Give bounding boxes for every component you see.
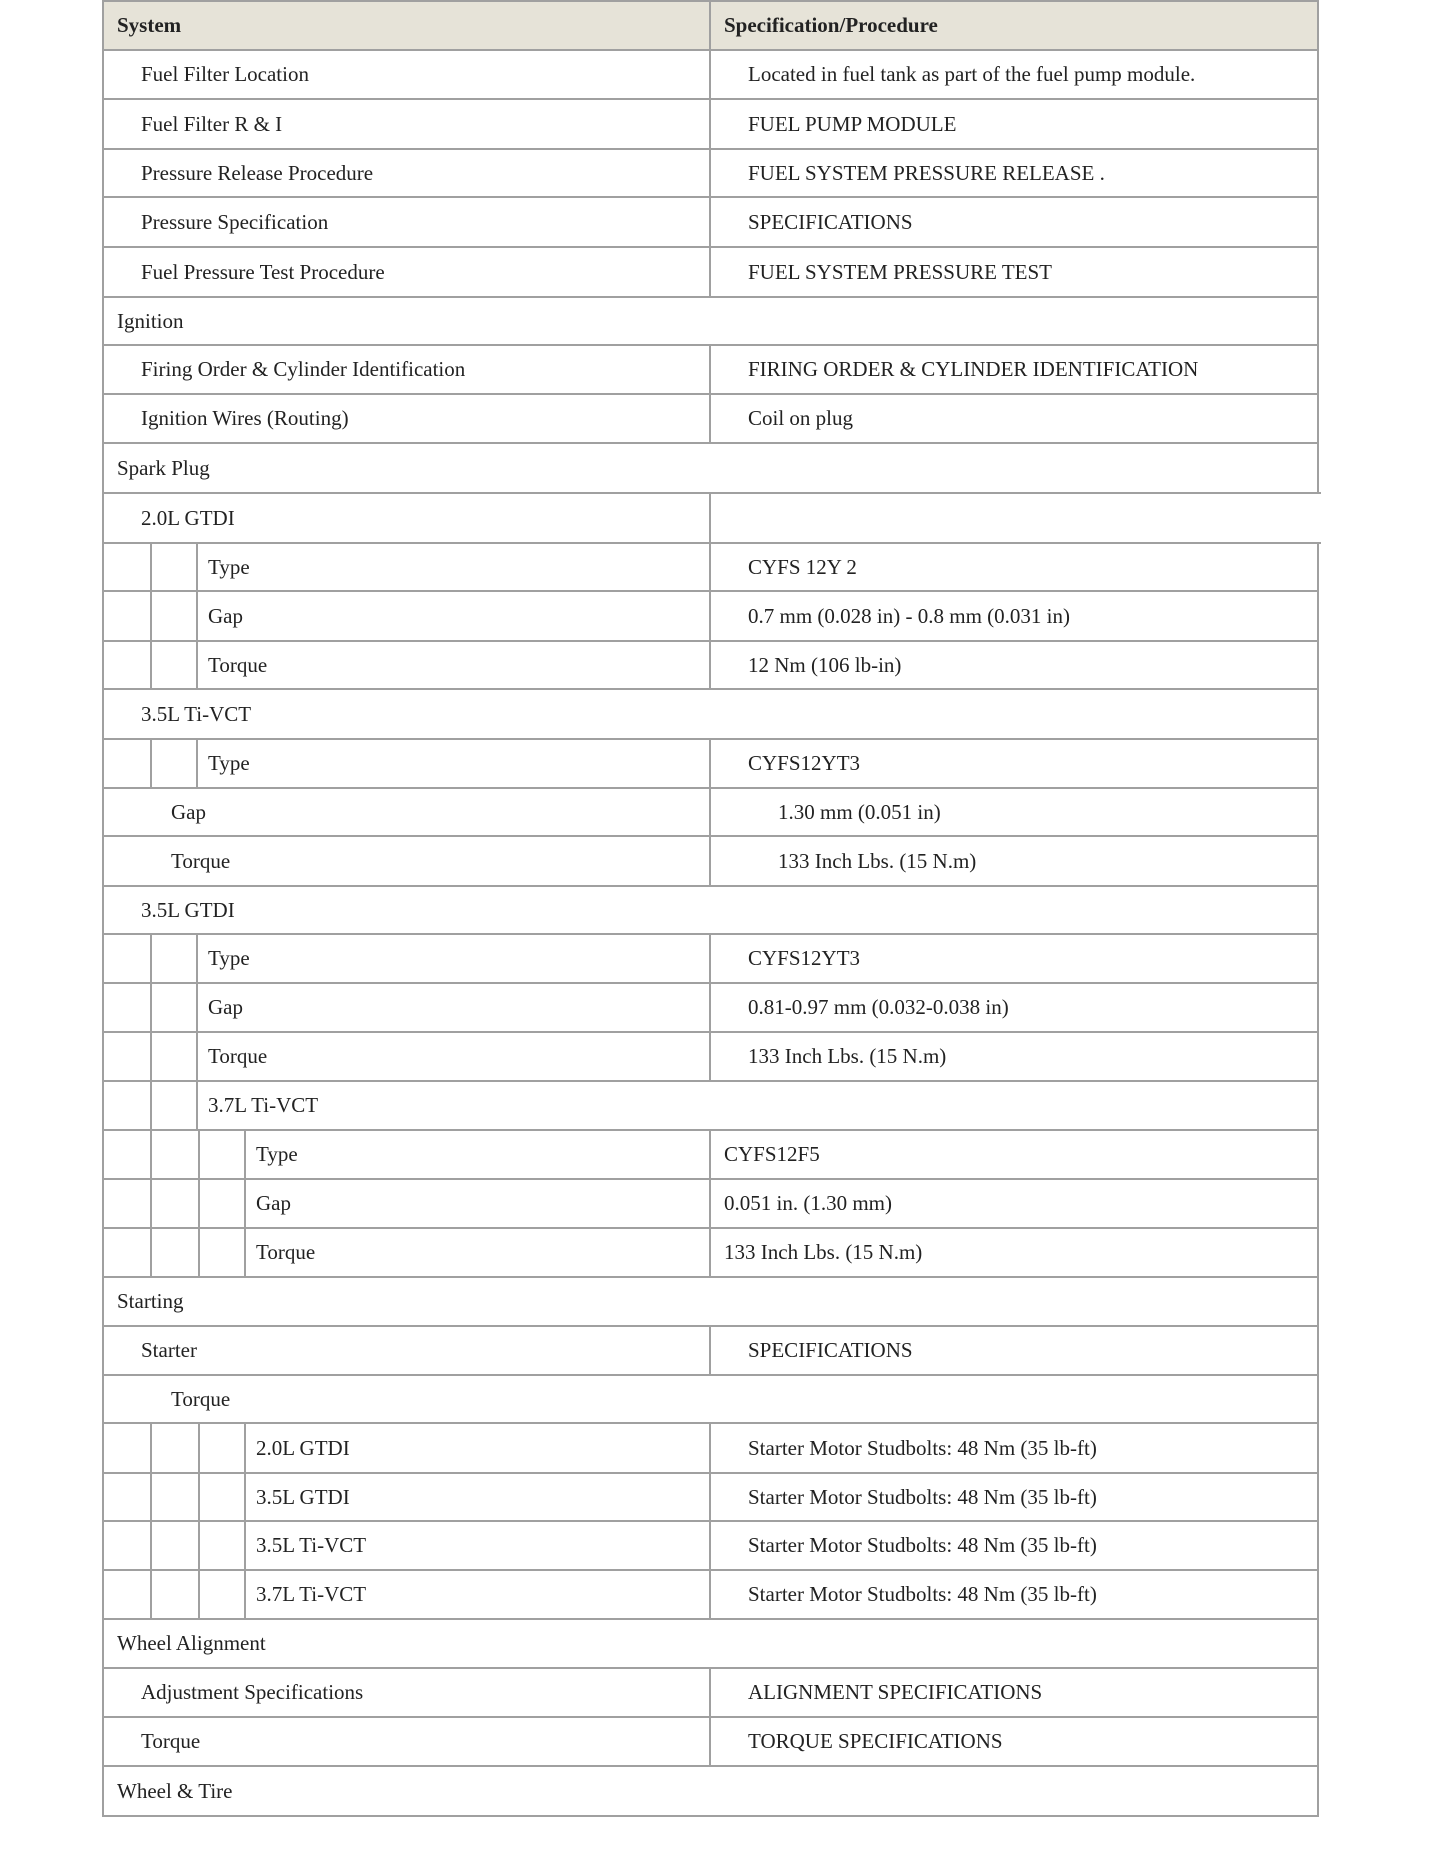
- indent-cell: [150, 1422, 200, 1474]
- section-title: Starting: [117, 1289, 184, 1313]
- row-value: CYFS12YT3: [748, 946, 861, 970]
- label-cell: [196, 738, 711, 789]
- label-cell: [102, 49, 711, 100]
- row-value: 133 Inch Lbs. (15 N.m): [778, 848, 977, 873]
- header-spec: Specification/Procedure: [724, 13, 938, 37]
- row-value: CYFS 12Y 2: [748, 554, 857, 579]
- label-cell: [196, 1031, 711, 1082]
- row-value: Starter Motor Studbolts: 48 Nm (35 lb-ft): [748, 1435, 1097, 1460]
- value-cell: [709, 1422, 1319, 1474]
- section-row: [102, 885, 1319, 935]
- value-cell: [709, 393, 1319, 444]
- indent-cell: [102, 542, 152, 592]
- table-row: [102, 1716, 1319, 1767]
- label-cell: [102, 344, 711, 395]
- section-cell: [102, 442, 1319, 494]
- section-row: [102, 1374, 1319, 1424]
- row-label: Type: [208, 554, 250, 579]
- label-cell: [102, 1716, 711, 1767]
- table-row: [102, 738, 1319, 789]
- section-title: Torque: [171, 1386, 231, 1411]
- table-row: [102, 982, 1319, 1033]
- row-label: 3.5L Ti-VCT: [256, 1533, 367, 1557]
- label-cell: [196, 590, 711, 642]
- value-cell: [709, 787, 1319, 837]
- indent-cell: [150, 982, 200, 1033]
- row-label: Type: [208, 946, 250, 970]
- indent-cell: [102, 590, 152, 642]
- label-cell: [244, 1178, 711, 1229]
- label-cell: [244, 1129, 711, 1180]
- indent-cell: [198, 1520, 248, 1571]
- table-row: [102, 492, 1319, 544]
- row-value: FUEL SYSTEM PRESSURE TEST: [748, 259, 1052, 284]
- section-title: Wheel & Tire: [117, 1778, 233, 1803]
- row-value: 0.7 mm (0.028 in) - 0.8 mm (0.031 in): [748, 603, 1070, 628]
- indent-cell: [102, 1031, 152, 1082]
- row-value: FUEL PUMP MODULE: [748, 111, 957, 136]
- table-row: [102, 344, 1319, 395]
- indent-cell: [102, 933, 152, 984]
- label-cell: [196, 640, 711, 690]
- label-cell: [244, 1520, 711, 1571]
- indent-cell: [150, 1080, 200, 1131]
- header-system: System: [117, 13, 182, 37]
- label-cell: [102, 1667, 711, 1718]
- indent-cell: [102, 1080, 152, 1131]
- spec-table: [102, 0, 1319, 1820]
- value-cell: [709, 738, 1319, 789]
- label-cell: [102, 1325, 711, 1376]
- row-label: Adjustment Specifications: [141, 1680, 364, 1704]
- value-cell: [709, 1325, 1319, 1376]
- label-cell: [102, 393, 711, 444]
- indent-cell: [198, 1227, 248, 1278]
- section-row: [102, 688, 1319, 740]
- label-cell: [244, 1569, 711, 1620]
- indent-cell: [102, 738, 152, 789]
- row-value: 133 Inch Lbs. (15 N.m): [724, 1240, 923, 1264]
- row-label: Gap: [256, 1191, 291, 1215]
- value-cell: [709, 98, 1319, 150]
- table-row: [102, 1667, 1319, 1718]
- label-cell: [102, 787, 711, 837]
- table-row: [102, 393, 1319, 444]
- value-cell: [709, 492, 1321, 544]
- row-label: Pressure Specification: [141, 209, 329, 234]
- header-cell-system: [102, 0, 711, 51]
- row-value: 12 Nm (106 lb-in): [748, 652, 902, 677]
- label-cell: [244, 1472, 711, 1522]
- label-cell: [102, 98, 711, 150]
- value-cell: [709, 246, 1319, 298]
- value-cell: [709, 1031, 1319, 1082]
- value-cell: [709, 982, 1319, 1033]
- row-label: Starter: [141, 1338, 197, 1362]
- section-cell: [102, 1276, 1319, 1327]
- indent-cell: [150, 640, 200, 690]
- value-cell: [709, 1716, 1319, 1767]
- value-cell: [709, 196, 1319, 248]
- row-label: Fuel Filter R & I: [141, 111, 283, 136]
- label-cell: [102, 835, 711, 887]
- indent-cell: [102, 1520, 152, 1571]
- value-cell: [709, 933, 1319, 984]
- row-value: FIRING ORDER & CYLINDER IDENTIFICATION: [748, 357, 1199, 381]
- table-row: [102, 1129, 1319, 1180]
- table-row: [102, 787, 1319, 837]
- section-cell: [196, 1080, 1319, 1131]
- section-row: [102, 1276, 1319, 1327]
- table-row: [102, 1227, 1319, 1278]
- value-cell: [709, 1667, 1319, 1718]
- section-cell: [102, 296, 1319, 346]
- row-value: Starter Motor Studbolts: 48 Nm (35 lb-ft): [748, 1533, 1097, 1557]
- label-cell: [196, 933, 711, 984]
- value-cell: [709, 1129, 1319, 1180]
- value-cell: [709, 1520, 1319, 1571]
- indent-cell: [150, 1472, 200, 1522]
- label-cell: [102, 246, 711, 298]
- row-value: ALIGNMENT SPECIFICATIONS: [748, 1680, 1043, 1704]
- indent-cell: [150, 1031, 200, 1082]
- label-cell: [102, 492, 711, 544]
- indent-cell: [150, 1569, 200, 1620]
- row-label: 3.7L Ti-VCT: [256, 1582, 367, 1606]
- indent-cell: [150, 1178, 200, 1229]
- row-label: Torque: [208, 1044, 268, 1068]
- row-label: Torque: [141, 1729, 201, 1753]
- table-row: [102, 590, 1319, 642]
- label-cell: [102, 196, 711, 248]
- header-cell-spec: [709, 0, 1319, 51]
- indent-cell: [198, 1472, 248, 1522]
- indent-cell: [102, 1227, 152, 1278]
- indent-cell: [102, 982, 152, 1033]
- indent-cell: [150, 542, 200, 592]
- indent-cell: [102, 1472, 152, 1522]
- row-label: Torque: [256, 1240, 316, 1264]
- table-row: [102, 640, 1319, 690]
- indent-cell: [150, 1520, 200, 1571]
- section-cell: [102, 885, 1319, 935]
- row-value: Starter Motor Studbolts: 48 Nm (35 lb-ft): [748, 1484, 1097, 1509]
- section-cell: [102, 1374, 1319, 1424]
- section-cell: [102, 1765, 1319, 1817]
- row-value: 0.81-0.97 mm (0.032-0.038 in): [748, 995, 1009, 1019]
- indent-cell: [198, 1569, 248, 1620]
- row-label: Fuel Filter Location: [141, 62, 309, 86]
- table-row: [102, 1031, 1319, 1082]
- indent-cell: [198, 1422, 248, 1474]
- section-row: [102, 296, 1319, 346]
- table-row: [102, 1569, 1319, 1620]
- row-label: Torque: [208, 652, 268, 677]
- value-cell: [709, 835, 1319, 887]
- row-value: TORQUE SPECIFICATIONS: [748, 1729, 1003, 1753]
- section-title: 3.5L Ti-VCT: [141, 701, 252, 726]
- label-cell: [196, 542, 711, 592]
- label-cell: [244, 1227, 711, 1278]
- table-row: [102, 1178, 1319, 1229]
- section-title: 3.5L GTDI: [141, 897, 235, 922]
- label-cell: [196, 982, 711, 1033]
- indent-cell: [150, 738, 200, 789]
- row-value: Starter Motor Studbolts: 48 Nm (35 lb-ft): [748, 1582, 1097, 1606]
- table-row: [102, 98, 1319, 150]
- value-cell: [709, 1569, 1319, 1620]
- section-cell: [102, 688, 1319, 740]
- indent-cell: [102, 1569, 152, 1620]
- table-header-row: [102, 0, 1319, 51]
- row-value: 1.30 mm (0.051 in): [778, 799, 941, 824]
- indent-cell: [198, 1178, 248, 1229]
- row-label: Firing Order & Cylinder Identification: [141, 357, 466, 381]
- indent-cell: [150, 1227, 200, 1278]
- section-row: [102, 1618, 1319, 1669]
- table-row: [102, 1472, 1319, 1522]
- section-row: [102, 442, 1319, 494]
- table-row: [102, 835, 1319, 887]
- row-value: CYFS12F5: [724, 1142, 820, 1166]
- indent-cell: [102, 640, 152, 690]
- indent-cell: [102, 1178, 152, 1229]
- value-cell: [709, 640, 1319, 690]
- row-label: Type: [256, 1142, 298, 1166]
- row-label: Type: [208, 751, 250, 775]
- row-value: SPECIFICATIONS: [748, 209, 913, 234]
- indent-cell: [150, 590, 200, 642]
- section-title: 3.7L Ti-VCT: [208, 1093, 319, 1117]
- value-cell: [709, 1227, 1319, 1278]
- section-title: Spark Plug: [117, 455, 210, 480]
- row-label: 2.0L GTDI: [256, 1435, 350, 1460]
- indent-cell: [150, 1129, 200, 1180]
- indent-cell: [102, 1422, 152, 1474]
- label-cell: [102, 148, 711, 198]
- table-row: [102, 196, 1319, 248]
- value-cell: [709, 49, 1319, 100]
- value-cell: [709, 590, 1319, 642]
- row-value: CYFS12YT3: [748, 751, 861, 775]
- value-cell: [709, 1472, 1319, 1522]
- value-cell: [709, 344, 1319, 395]
- row-label: Gap: [171, 799, 206, 824]
- row-label: Pressure Release Procedure: [141, 160, 374, 185]
- row-label: 2.0L GTDI: [141, 505, 235, 530]
- row-value: Located in fuel tank as part of the fuel pump module.: [748, 62, 1196, 86]
- section-row: [102, 1765, 1319, 1817]
- table-row: [102, 933, 1319, 984]
- row-value: 0.051 in. (1.30 mm): [724, 1191, 892, 1215]
- row-value: SPECIFICATIONS: [748, 1338, 913, 1362]
- table-row: [102, 1422, 1319, 1474]
- row-value: FUEL SYSTEM PRESSURE RELEASE .: [748, 160, 1105, 185]
- row-label: Fuel Pressure Test Procedure: [141, 259, 385, 284]
- indent-cell: [150, 933, 200, 984]
- table-row: [102, 246, 1319, 298]
- row-value: 133 Inch Lbs. (15 N.m): [748, 1044, 947, 1068]
- table-row: [102, 148, 1319, 198]
- row-label: 3.5L GTDI: [256, 1484, 350, 1509]
- section-cell: [102, 1618, 1319, 1669]
- indent-cell: [198, 1129, 248, 1180]
- section-title: Ignition: [117, 308, 184, 333]
- section-title: Wheel Alignment: [117, 1631, 266, 1655]
- row-label: Ignition Wires (Routing): [141, 406, 349, 430]
- table-row: [102, 1520, 1319, 1571]
- section-row: [102, 1080, 1319, 1131]
- value-cell: [709, 542, 1319, 592]
- value-cell: [709, 1178, 1319, 1229]
- table-row: [102, 542, 1319, 592]
- table-row: [102, 49, 1319, 100]
- row-label: Gap: [208, 603, 243, 628]
- indent-cell: [102, 1129, 152, 1180]
- label-cell: [244, 1422, 711, 1474]
- row-label: Gap: [208, 995, 243, 1019]
- value-cell: [709, 148, 1319, 198]
- row-value: Coil on plug: [748, 406, 854, 430]
- row-label: Torque: [171, 848, 231, 873]
- table-row: [102, 1325, 1319, 1376]
